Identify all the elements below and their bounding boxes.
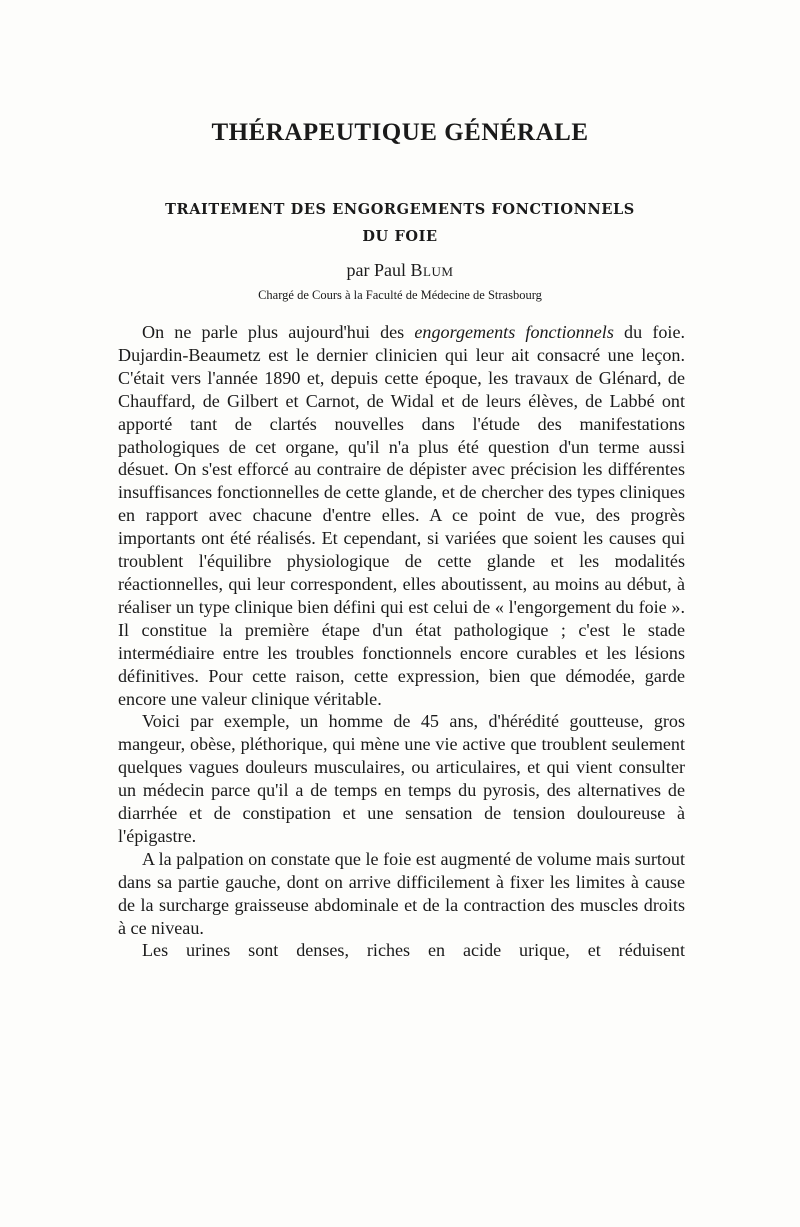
paragraph-1-start: On ne parle plus aujourd'hui des bbox=[142, 322, 415, 342]
paragraph-2: Voici par exemple, un homme de 45 ans, d'hérédité goutteuse, gros mangeur, obèse, pléthorique, qui mène une vie active que troublent seulement quelques vagues douleurs musculaires, ou articulaires, et qui vient consulter un médecin parce qu'il a de temps en temps du pyrosis, des alternatives de diarrhée et de constipation et une sensation de tension douloureuse à l'épigastre. bbox=[118, 711, 685, 846]
paragraph-1-emphasis: engorgements fonctionnels bbox=[414, 322, 614, 342]
section-title: THÉRAPEUTIQUE GÉNÉRALE bbox=[211, 119, 589, 146]
author-prefix: par Paul bbox=[346, 260, 411, 280]
article-title bbox=[0, 196, 800, 250]
article-title-line-1: TRAITEMENT DES ENGORGEMENTS FONCTIONNELS bbox=[165, 201, 635, 218]
paragraph-1 bbox=[118, 321, 685, 710]
author-line bbox=[0, 258, 800, 282]
paragraph-4: Les urines sont denses, riches en acide urique, et réduisent bbox=[142, 940, 685, 961]
article-body bbox=[118, 321, 685, 962]
author-affiliation: Chargé de Cours à la Faculté de Médecine de Strasbourg bbox=[258, 288, 542, 302]
article-title-line-2: DU FOIE bbox=[362, 228, 438, 245]
paragraph-3: A la palpation on constate que le foie est augmenté de volume mais surtout dans sa partie gauche, dont on arrive difficilement à fixer les limites à cause de la surcharge graisseuse abdominale et de la contraction des muscles droits à ce niveau. bbox=[118, 848, 685, 938]
paragraph-1-rest: du foie. Dujardin-Beaumetz est le dernier clinicien qui leur ait consacré une leçon. C'était vers l'année 1890 et, depuis cette époque, les travaux de Glénard, de Chauffard, de Gilbert et Carnot, de Widal et de leurs élèves, de Labbé ont apporté tant de clartés nouvelles dans l'étude des manifestations pathologiques de cet organe, qu'il n'a plus été question d'un terme aussi désuet. On s'est efforcé au contraire de dépister avec précision les différentes insuffisances fonctionnelles de cette glande, et de chercher des types cliniques en rapport avec chacune d'entre elles. A ce point de vue, des progrès importants ont été réalisés. Et cependant, si variées que soient les causes qui troublent l'équilibre physiologique de cette glande et les modalités réactionnelles, qui leur correspondent, elles aboutissent, au moins au début, à réaliser un type clinique bien défini qui est celui de « l'engorgement du foie ». Il constitue la première étape d'un état pathologique ; c'est le stade intermédiaire entre les troubles fonctionnels encore curables et les lésions définitives. Pour cette raison, cette expression, bien que démodée, garde encore une valeur clinique véritable. bbox=[118, 322, 685, 709]
author-surname: Blum bbox=[410, 260, 454, 280]
